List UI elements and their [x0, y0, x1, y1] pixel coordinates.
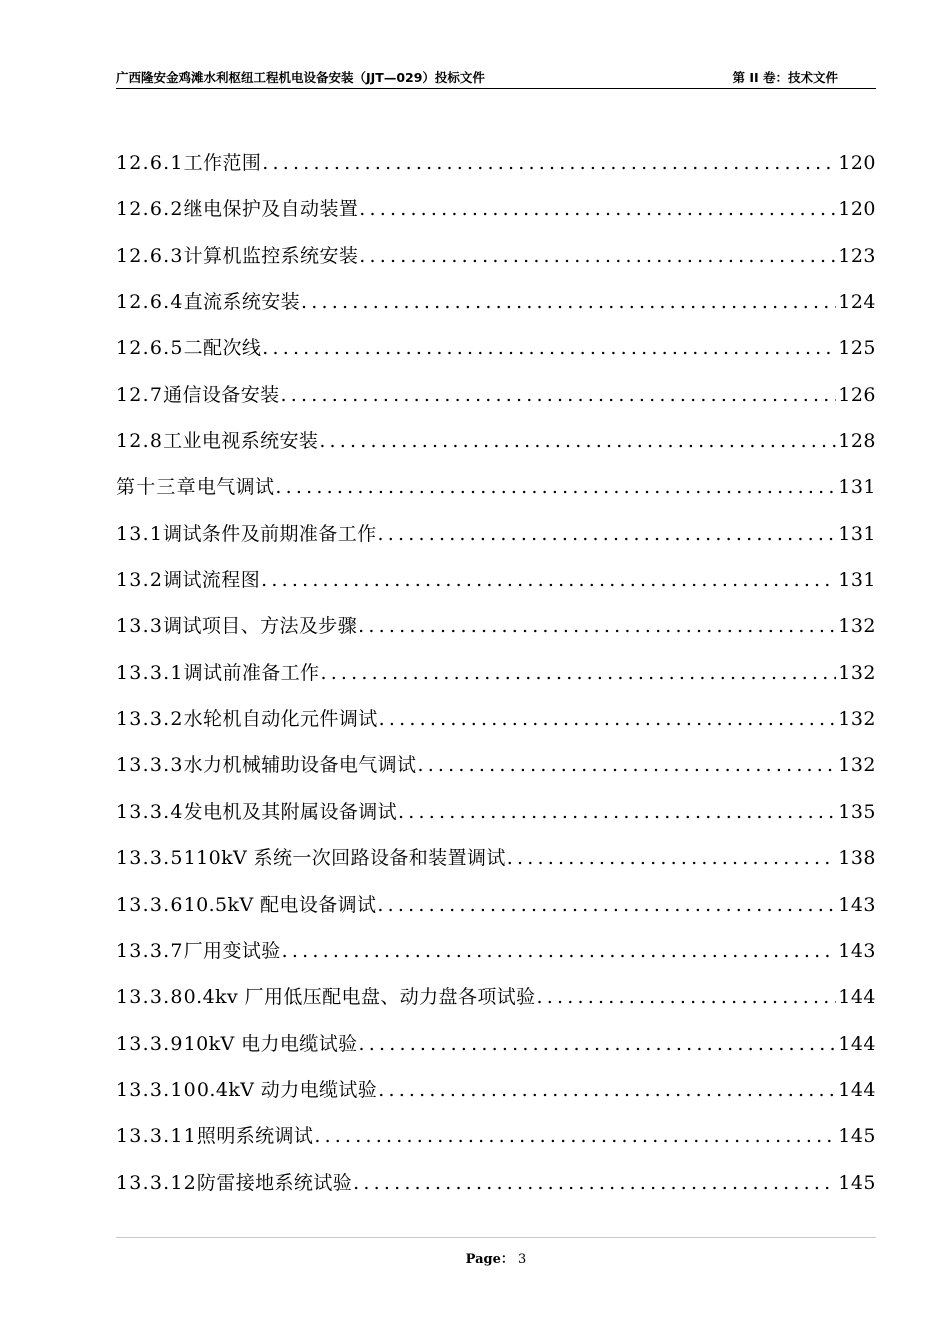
toc-entry-number: 13.3.11: [116, 1125, 197, 1148]
toc-entry-page: 128: [838, 430, 876, 453]
toc-entry-title: 直流系统安装: [183, 291, 301, 314]
toc-dot-leader: [262, 148, 836, 178]
toc-entry-title: 水力机械辅助设备电气调试: [183, 754, 417, 777]
toc-entry-title: 工作范围: [183, 152, 262, 174]
toc-dot-leader: [301, 287, 836, 317]
toc-entry[interactable]: [116, 1075, 876, 1121]
header-document-title: 广西隆安金鸡滩水利枢纽工程机电设备安装（JJT—029）投标文件: [116, 70, 485, 85]
toc-entry[interactable]: [116, 380, 876, 426]
toc-entry-title: 110kV 系统一次回路设备和装置调试: [183, 847, 506, 870]
toc-entry-number: 13.3.9: [116, 1032, 184, 1055]
toc-dot-leader: [378, 519, 837, 549]
toc-entry-number: 13.3.1: [116, 661, 184, 684]
toc-entry-page: 124: [838, 291, 876, 314]
toc-entry-number: 13.3.4: [116, 800, 184, 823]
toc-entry-number: 13.3.2: [116, 708, 184, 731]
toc-entry-page: 131: [838, 522, 876, 545]
toc-entry-page: 144: [838, 1078, 876, 1101]
toc-dot-leader: [379, 704, 837, 734]
toc-dot-leader: [314, 1121, 836, 1151]
toc-entry-page: 131: [838, 569, 876, 592]
toc-entry[interactable]: [116, 472, 876, 518]
toc-entry-title: 10kV 电力电缆试验: [183, 1032, 358, 1055]
toc-entry[interactable]: [116, 982, 876, 1028]
toc-dot-leader: [320, 658, 836, 688]
toc-entry-page: 126: [838, 383, 876, 406]
toc-entry-title: 0.4kV 动力电缆试验: [196, 1078, 378, 1101]
toc-entry-page: 138: [838, 847, 876, 870]
toc-entry[interactable]: [116, 241, 876, 287]
toc-entry-page: 132: [838, 615, 876, 638]
toc-entry-page: 120: [838, 198, 876, 221]
toc-entry-title: 10.5kV 配电设备调试: [183, 893, 377, 916]
toc-entry-number: 第十三章: [116, 476, 197, 499]
toc-entry-page: 145: [838, 1171, 876, 1194]
toc-entry-page: 132: [838, 661, 876, 684]
header-volume-label: 第 II 卷：技术文件: [732, 70, 838, 85]
toc-entry-title: 调试项目、方法及步骤: [163, 615, 358, 638]
toc-entry-title: 计算机监控系统安装: [183, 244, 359, 267]
toc-dot-leader: [359, 1029, 837, 1059]
page-header: [116, 66, 876, 89]
toc-entry-title: 调试前准备工作: [183, 661, 320, 684]
toc-entry-number: 12.6.1: [116, 152, 184, 174]
toc-entry[interactable]: [116, 148, 876, 194]
toc-entry-page: 132: [838, 708, 876, 731]
toc-entry[interactable]: [116, 565, 876, 611]
toc-entry-title: 电气调试: [196, 476, 275, 499]
toc-entry-number: 13.2: [116, 569, 164, 592]
toc-dot-leader: [398, 797, 836, 827]
toc-entry-page: 143: [838, 893, 876, 916]
toc-dot-leader: [507, 843, 836, 873]
toc-dot-leader: [377, 890, 836, 920]
toc-entry-number: 13.3.12: [116, 1171, 197, 1194]
toc-entry[interactable]: [116, 333, 876, 379]
page-number: 3: [518, 1252, 527, 1267]
toc-dot-leader: [359, 194, 836, 224]
toc-entry-number: 13.3.7: [116, 939, 184, 962]
toc-dot-leader: [281, 380, 837, 410]
toc-entry[interactable]: [116, 287, 876, 333]
toc-entry-title: 防雷接地系统试验: [196, 1171, 353, 1194]
toc-dot-leader: [358, 611, 836, 641]
toc-dot-leader: [417, 750, 836, 780]
toc-dot-leader: [275, 472, 836, 502]
toc-entry-title: 调试条件及前期准备工作: [163, 522, 377, 545]
toc-entry-number: 13.3.10: [116, 1078, 197, 1101]
toc-entry[interactable]: [116, 1121, 876, 1167]
page-footer: [116, 1237, 876, 1267]
toc-entry[interactable]: [116, 704, 876, 750]
toc-entry-number: 13.3: [116, 615, 164, 638]
toc-entry[interactable]: [116, 843, 876, 889]
toc-entry-page: 125: [838, 337, 876, 360]
toc-entry[interactable]: [116, 797, 876, 843]
toc-entry-number: 13.3.5: [116, 847, 184, 870]
toc-entry[interactable]: [116, 194, 876, 240]
toc-entry[interactable]: [116, 1029, 876, 1075]
table-of-contents: [116, 148, 876, 1214]
toc-entry-title: 发电机及其附属设备调试: [183, 800, 398, 823]
toc-entry-number: 12.6.5: [116, 337, 184, 360]
toc-dot-leader: [359, 241, 836, 271]
toc-entry-page: 135: [838, 800, 876, 823]
toc-entry[interactable]: [116, 936, 876, 982]
toc-entry-number: 12.6.3: [116, 244, 184, 267]
toc-dot-leader: [319, 426, 836, 456]
toc-entry[interactable]: [116, 658, 876, 704]
toc-entry-title: 厂用变试验: [183, 939, 281, 962]
toc-entry-number: 13.3.3: [116, 754, 184, 777]
toc-entry-number: 12.7: [116, 383, 164, 406]
toc-entry[interactable]: [116, 426, 876, 472]
toc-entry-page: 144: [838, 1032, 876, 1055]
toc-entry-title: 二配次线: [183, 337, 262, 360]
toc-entry-page: 143: [838, 939, 876, 962]
toc-entry-page: 144: [838, 986, 876, 1009]
page-number-line: [116, 1248, 876, 1267]
toc-entry-number: 13.3.6: [116, 893, 184, 916]
toc-entry-number: 12.6.2: [116, 198, 184, 221]
toc-entry-number: 13.1: [116, 522, 164, 545]
toc-dot-leader: [261, 565, 836, 595]
toc-dot-leader: [262, 333, 836, 363]
page-label: Page：: [465, 1252, 514, 1267]
toc-entry-page: 132: [838, 754, 876, 777]
toc-entry[interactable]: [116, 750, 876, 796]
toc-entry[interactable]: [116, 1168, 876, 1214]
toc-entry[interactable]: [116, 890, 876, 936]
toc-entry-title: 0.4kv 厂用低压配电盘、动力盘各项试验: [183, 986, 536, 1009]
toc-entry-number: 12.8: [116, 430, 164, 453]
toc-dot-leader: [353, 1168, 836, 1198]
toc-entry-page: 131: [838, 476, 876, 499]
toc-dot-leader: [537, 982, 837, 1012]
toc-entry-page: 120: [838, 152, 876, 174]
toc-entry-page: 123: [838, 244, 876, 267]
toc-dot-leader: [378, 1075, 836, 1105]
toc-entry-number: 12.6.4: [116, 291, 184, 314]
toc-entry-title: 继电保护及自动装置: [183, 198, 359, 221]
toc-entry-title: 工业电视系统安装: [163, 430, 319, 453]
toc-dot-leader: [282, 936, 837, 966]
toc-entry[interactable]: [116, 519, 876, 565]
toc-entry-page: 145: [838, 1125, 876, 1148]
toc-entry-title: 照明系统调试: [196, 1125, 314, 1148]
toc-entry-title: 通信设备安装: [163, 383, 280, 406]
toc-entry-number: 13.3.8: [116, 986, 184, 1009]
toc-entry-title: 水轮机自动化元件调试: [183, 708, 378, 731]
toc-entry[interactable]: [116, 611, 876, 657]
toc-entry-title: 调试流程图: [163, 569, 261, 592]
